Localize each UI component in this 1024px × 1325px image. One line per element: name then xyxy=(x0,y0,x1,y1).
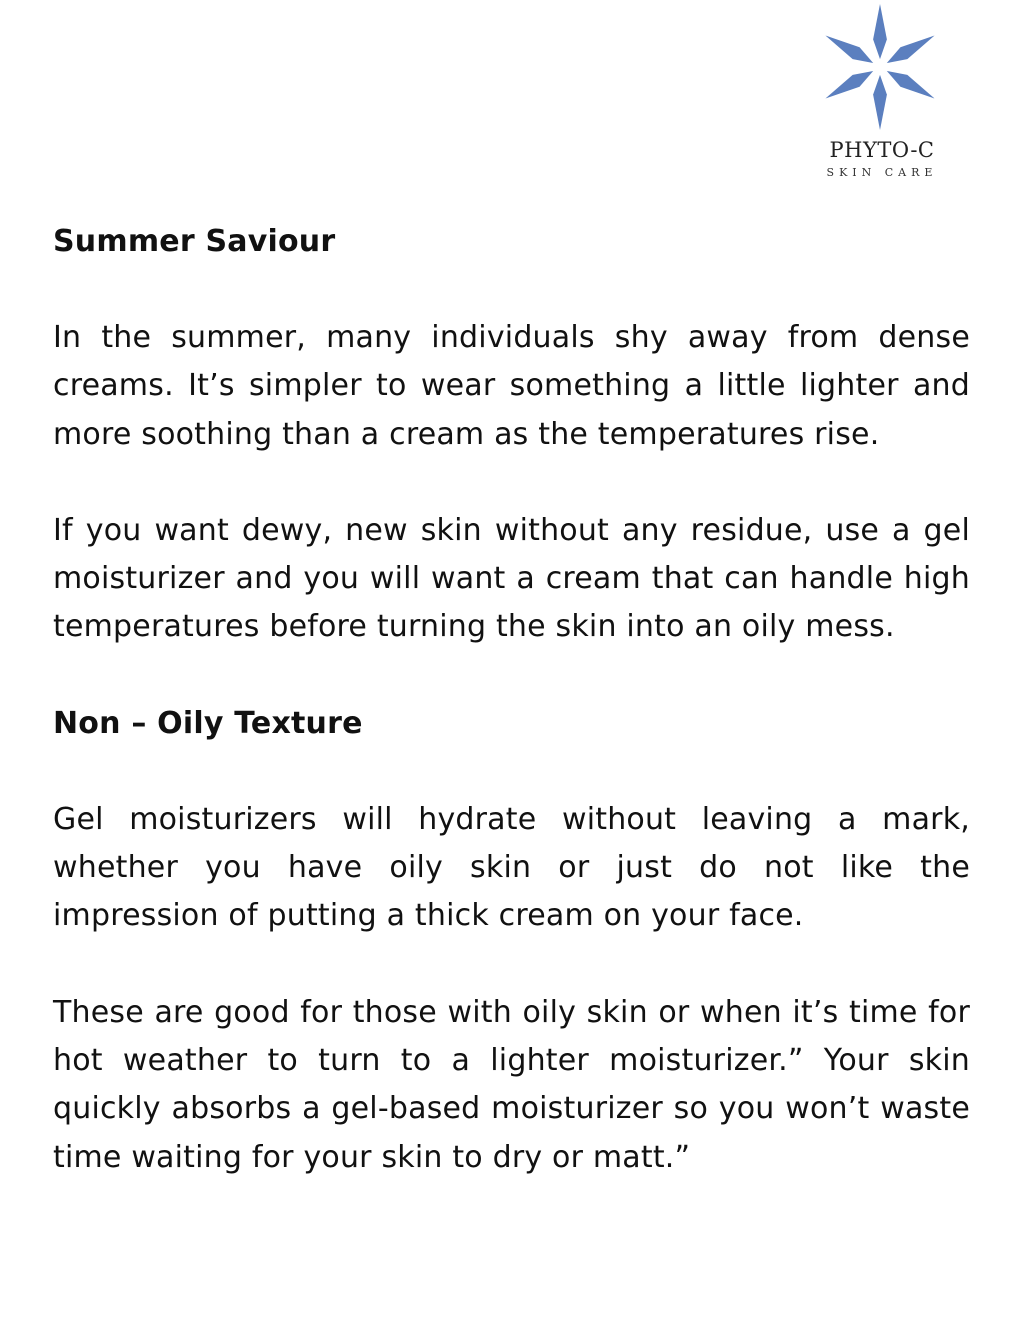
summer-paragraph-1: In the summer, many individuals shy away from dense creams. It’s simpler to wear something a little lighter and more soothing than a cream as the temperatures rise. xyxy=(53,320,970,452)
logo-brand-name: PHYTO-C xyxy=(829,138,935,162)
summer-heading: Summer Saviour xyxy=(53,224,336,259)
texture-heading: Non – Oily Texture xyxy=(53,705,363,741)
star-logo-icon xyxy=(819,2,941,132)
article-body xyxy=(53,218,970,1182)
logo-tagline: SKIN CARE xyxy=(826,166,938,179)
star-point-top xyxy=(873,4,887,59)
brand-logo xyxy=(815,2,955,182)
texture-paragraph-1: Gel moisturizers will hydrate without leaving a mark, whether you have oily skin or just do not like the impression of putting a thick cream on your face. xyxy=(53,801,970,934)
star-point-upper-left xyxy=(822,30,877,70)
star-point-lower-left xyxy=(822,65,877,105)
star-point-upper-right xyxy=(883,30,938,70)
star-point-bottom xyxy=(873,75,887,130)
summer-paragraph-2: If you want dewy, new skin without any residue, use a gel moisturizer and you will want a cream that can handle high temperatures before turning the skin into an oily mess. xyxy=(53,512,970,645)
texture-paragraph-2: These are good for those with oily skin or when it’s time for hot weather to turn to a lighter moisturizer.” Your skin quickly absorbs a gel-based moisturizer so you won’t waste time waiting for your skin to dry or matt.” xyxy=(53,994,970,1175)
star-point-lower-right xyxy=(883,65,938,105)
